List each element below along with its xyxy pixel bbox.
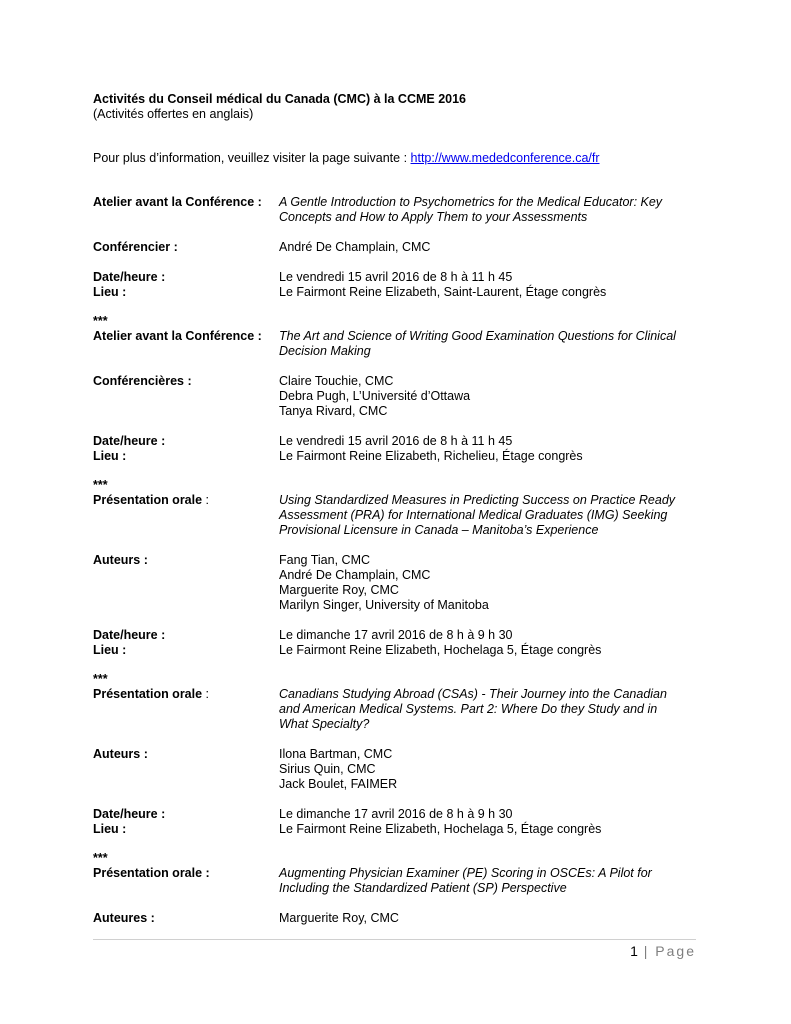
speakers-label: Conférencier : [93,240,178,254]
event-type-label [93,687,279,702]
speaker-name: Sirius Quin, CMC [279,762,376,776]
page-number [630,943,696,959]
event-title-line: Assessment (PRA) for International Medical Graduates (IMG) Seeking [279,508,668,522]
event-row [93,598,703,613]
event-title-line: Decision Making [279,344,371,358]
event-row [93,687,703,702]
event-row [93,717,703,732]
spacer [93,792,703,807]
event-type-label: Atelier avant la Conférence : [93,195,262,209]
event-title-line: and American Medical Systems. Part 2: Where Do they Study and in [279,702,658,716]
event-title-line: The Art and Science of Writing Good Examination Questions for Clinical [279,329,676,343]
event-place: Le Fairmont Reine Elizabeth, Hochelaga 5, Étage congrès [279,643,602,657]
event-separator: *** [93,851,108,865]
event-row [93,807,703,822]
speaker-name: Claire Touchie, CMC [279,374,394,388]
event-list [93,195,703,926]
info-text: Pour plus d’information, veuillez visiter la page suivante : [93,151,411,165]
event-type-spacer [93,344,279,359]
spacer [93,255,703,270]
event-date: Le dimanche 17 avril 2016 de 8 h à 9 h 30 [279,807,513,821]
document-title: Activités du Conseil médical du Canada (CMC) à la CCME 2016 [93,92,467,106]
event-type-label: Atelier avant la Conférence : [93,329,262,343]
event-row [93,195,703,210]
date-label: Date/heure : [93,270,166,284]
document-subtitle: (Activités offertes en anglais) [93,107,254,121]
speaker-name: Marguerite Roy, CMC [279,583,399,597]
event-row [93,777,703,792]
event-title-line: Augmenting Physician Examiner (PE) Scoring in OSCEs: A Pilot for [279,866,652,880]
event-row [93,911,703,926]
event-row [93,434,703,449]
info-line [93,151,703,166]
event-block [93,195,703,300]
event-block [93,851,703,926]
place-label: Lieu : [93,643,127,657]
event-title-line: What Specialty? [279,717,370,731]
date-label: Date/heure : [93,807,166,821]
event-place: Le Fairmont Reine Elizabeth, Saint-Laurent, Étage congrès [279,285,607,299]
conference-link[interactable]: http://www.mededconference.ca/fr [410,151,600,165]
event-type-label-suffix: : [202,687,210,701]
event-type-label-text: Présentation orale [93,493,203,507]
speakers-spacer [93,568,279,583]
page-number-value: 1 [630,943,638,959]
event-title-line: A Gentle Introduction to Psychometrics for the Medical Educator: Key [279,195,663,209]
spacer [93,419,703,434]
speaker-name: Tanya Rivard, CMC [279,404,388,418]
event-place: Le Fairmont Reine Elizabeth, Hochelaga 5, Étage congrès [279,822,602,836]
speaker-name: Marilyn Singer, University of Manitoba [279,598,489,612]
place-label: Lieu : [93,285,127,299]
event-type-label [93,493,279,508]
event-row [93,270,703,285]
speakers-label: Auteures : [93,911,155,925]
event-title-line: Concepts and How to Apply Them to your Assessments [279,210,588,224]
speaker-name: Marguerite Roy, CMC [279,911,399,925]
event-type-label: Présentation orale : [93,866,210,880]
event-type-label-text: Présentation orale [93,687,203,701]
speakers-spacer [93,762,279,777]
speaker-name: Jack Boulet, FAIMER [279,777,398,791]
speakers-spacer [93,583,279,598]
event-row [93,881,703,896]
event-date: Le vendredi 15 avril 2016 de 8 h à 11 h 45 [279,434,513,448]
event-date: Le vendredi 15 avril 2016 de 8 h à 11 h 45 [279,270,513,284]
speakers-label: Auteurs : [93,553,148,567]
event-type-spacer [93,508,279,523]
event-row [93,568,703,583]
place-label: Lieu : [93,822,127,836]
place-label: Lieu : [93,449,127,463]
speakers-spacer [93,777,279,792]
speakers-label: Conférencières : [93,374,192,388]
event-row [93,210,703,225]
event-row [93,643,703,658]
event-row [93,449,703,464]
event-row [93,329,703,344]
speaker-name: André De Champlain, CMC [279,568,431,582]
event-separator: *** [93,672,108,686]
event-title-line: Including the Standardized Patient (SP) Perspective [279,881,567,895]
spacer [93,359,703,374]
event-row [93,822,703,837]
speakers-spacer [93,598,279,613]
event-title-line: Provisional Licensure in Canada – Manitoba’s Experience [279,523,599,537]
speaker-name: André De Champlain, CMC [279,240,431,254]
spacer [93,732,703,747]
speakers-label: Auteurs : [93,747,148,761]
event-type-spacer [93,881,279,896]
speaker-name: Ilona Bartman, CMC [279,747,393,761]
page-word: Page [655,943,696,959]
date-label: Date/heure : [93,628,166,642]
event-row [93,762,703,777]
event-block [93,672,703,837]
event-row [93,374,703,389]
event-row [93,404,703,419]
speaker-name: Fang Tian, CMC [279,553,371,567]
speaker-name: Debra Pugh, L’Université d’Ottawa [279,389,471,403]
event-row [93,747,703,762]
event-block [93,478,703,658]
event-type-label-suffix: : [202,493,210,507]
spacer [93,225,703,240]
event-row [93,493,703,508]
spacer [93,896,703,911]
spacer [93,538,703,553]
event-row [93,583,703,598]
spacer [93,613,703,628]
footer-rule [93,939,696,940]
event-row [93,628,703,643]
event-row [93,553,703,568]
event-date: Le dimanche 17 avril 2016 de 8 h à 9 h 30 [279,628,513,642]
event-title-line: Canadians Studying Abroad (CSAs) - Their Journey into the Canadian [279,687,667,701]
event-row [93,702,703,717]
event-title-line: Using Standardized Measures in Predicting Success on Practice Ready [279,493,676,507]
event-type-spacer [93,210,279,225]
event-row [93,344,703,359]
event-row [93,240,703,255]
event-type-spacer [93,702,279,717]
event-type-spacer [93,717,279,732]
event-separator: *** [93,478,108,492]
event-type-spacer [93,523,279,538]
event-row [93,523,703,538]
event-row [93,866,703,881]
event-row [93,285,703,300]
speakers-spacer [93,404,279,419]
event-block [93,314,703,464]
event-separator: *** [93,314,108,328]
event-row [93,508,703,523]
document-body [93,92,703,926]
event-place: Le Fairmont Reine Elizabeth, Richelieu, Étage congrès [279,449,583,463]
speakers-spacer [93,389,279,404]
page-separator: | [637,943,656,959]
event-row [93,389,703,404]
date-label: Date/heure : [93,434,166,448]
